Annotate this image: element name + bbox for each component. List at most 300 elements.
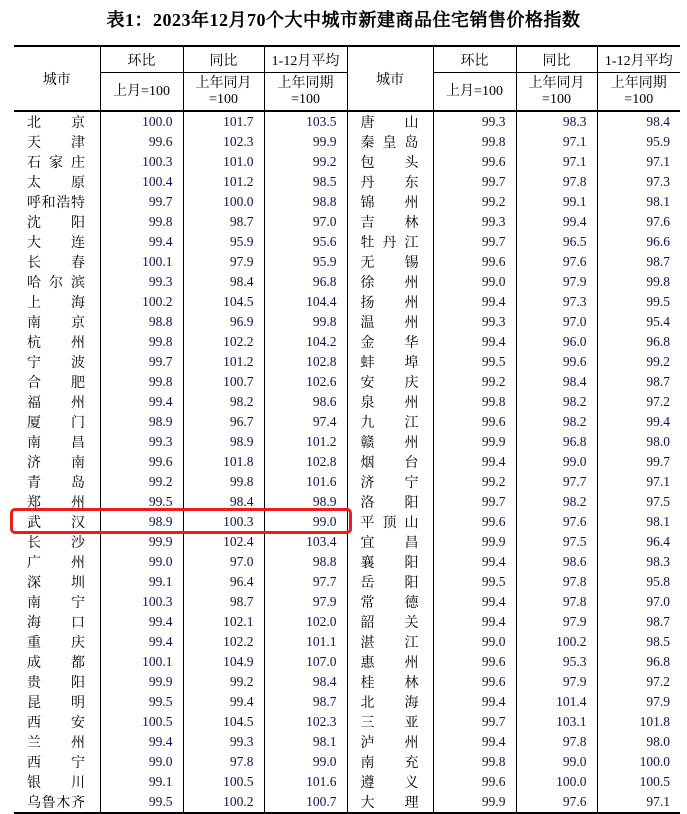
avg-value-right: 97.1 <box>597 152 680 172</box>
mom-value-right: 99.8 <box>433 392 516 412</box>
city-name: 深圳 <box>27 576 85 591</box>
mom-value-right: 99.4 <box>433 692 516 712</box>
city-cell-right <box>347 392 433 412</box>
city-name: 包头 <box>360 156 419 171</box>
city-name: 九江 <box>360 416 419 431</box>
table-row <box>14 111 680 132</box>
yoy-value-right: 100.2 <box>516 632 597 652</box>
yoy-value-left: 97.8 <box>183 752 264 772</box>
avg-value-right: 97.1 <box>597 792 680 813</box>
header-yoy-sub-right <box>516 73 597 112</box>
table-row <box>14 732 680 752</box>
avg-value-right: 98.0 <box>597 432 680 452</box>
city-name: 南充 <box>360 756 419 771</box>
yoy-value-right: 99.4 <box>516 212 597 232</box>
city-name: 韶关 <box>360 616 419 631</box>
avg-value-left: 99.2 <box>264 152 347 172</box>
yoy-value-right: 97.6 <box>516 792 597 813</box>
header-avg-sub-line2: =100 <box>624 91 654 107</box>
city-name: 吉林 <box>360 216 419 231</box>
header-avg-sub-line1: 上年同期 <box>277 75 334 91</box>
mom-value-left: 99.8 <box>100 332 183 352</box>
yoy-value-left: 100.2 <box>183 792 264 813</box>
yoy-value-right: 96.0 <box>516 332 597 352</box>
mom-value-right: 99.6 <box>433 412 516 432</box>
mom-value-left: 99.9 <box>100 532 183 552</box>
table-row <box>14 132 680 152</box>
table-row <box>14 692 680 712</box>
city-name: 丹东 <box>360 176 419 191</box>
city-cell-right <box>347 552 433 572</box>
yoy-value-left: 96.7 <box>183 412 264 432</box>
header-yoy-sub-line2: =100 <box>209 91 238 107</box>
mom-value-left: 100.1 <box>100 652 183 672</box>
city-cell-left <box>14 692 100 712</box>
yoy-value-left: 96.9 <box>183 312 264 332</box>
mom-value-right: 99.2 <box>433 472 516 492</box>
avg-value-right: 98.1 <box>597 192 680 212</box>
avg-value-left: 98.1 <box>264 732 347 752</box>
city-cell-right <box>347 612 433 632</box>
city-name: 徐州 <box>360 276 419 291</box>
city-name: 郑州 <box>27 496 85 511</box>
mom-value-left: 99.5 <box>100 492 183 512</box>
city-name: 三亚 <box>360 716 419 731</box>
yoy-value-left: 102.4 <box>183 532 264 552</box>
city-cell-right <box>347 292 433 312</box>
mom-value-left: 99.8 <box>100 212 183 232</box>
city-cell-left <box>14 472 100 492</box>
city-name: 宁波 <box>27 356 85 371</box>
city-cell-right <box>347 492 433 512</box>
city-cell-right <box>347 132 433 152</box>
avg-value-right: 98.1 <box>597 512 680 532</box>
avg-value-left: 102.8 <box>264 352 347 372</box>
avg-value-right: 98.7 <box>597 372 680 392</box>
city-cell-left <box>14 652 100 672</box>
yoy-value-right: 97.1 <box>516 132 597 152</box>
avg-value-left: 99.8 <box>264 312 347 332</box>
table-row <box>14 572 680 592</box>
avg-value-right: 98.0 <box>597 732 680 752</box>
table-row <box>14 672 680 692</box>
yoy-value-left: 98.7 <box>183 212 264 232</box>
table-row <box>14 652 680 672</box>
avg-value-left: 95.6 <box>264 232 347 252</box>
yoy-value-left: 102.3 <box>183 132 264 152</box>
avg-value-right: 98.5 <box>597 632 680 652</box>
yoy-value-left: 101.2 <box>183 172 264 192</box>
mom-value-right: 99.7 <box>433 492 516 512</box>
yoy-value-right: 97.9 <box>516 272 597 292</box>
city-name: 乌鲁木齐 <box>27 796 85 811</box>
city-cell-left <box>14 372 100 392</box>
city-cell-right <box>347 472 433 492</box>
yoy-value-left: 101.0 <box>183 152 264 172</box>
table-row <box>14 332 680 352</box>
avg-value-left: 98.9 <box>264 492 347 512</box>
city-name: 贵阳 <box>27 676 85 691</box>
yoy-value-left: 98.4 <box>183 272 264 292</box>
mom-value-left: 99.8 <box>100 372 183 392</box>
city-name: 惠州 <box>360 656 419 671</box>
city-cell-right <box>347 732 433 752</box>
table-row <box>14 292 680 312</box>
city-name: 洛阳 <box>360 496 419 511</box>
table-row <box>14 512 680 532</box>
header-yoy-sub-left <box>183 73 264 112</box>
yoy-value-right: 97.5 <box>516 532 597 552</box>
city-cell-right <box>347 692 433 712</box>
mom-value-left: 99.9 <box>100 672 183 692</box>
city-name: 广州 <box>27 556 85 571</box>
yoy-value-right: 97.9 <box>516 612 597 632</box>
city-cell-right <box>347 672 433 692</box>
mom-value-right: 99.3 <box>433 212 516 232</box>
city-cell-left <box>14 572 100 592</box>
avg-value-right: 97.2 <box>597 392 680 412</box>
city-cell-right <box>347 352 433 372</box>
mom-value-right: 99.7 <box>433 172 516 192</box>
mom-value-left: 99.1 <box>100 572 183 592</box>
header-yoy-sub-line1: 上年同月 <box>195 75 252 91</box>
city-cell-right <box>347 752 433 772</box>
yoy-value-right: 97.7 <box>516 472 597 492</box>
city-cell-left <box>14 332 100 352</box>
city-cell-right <box>347 172 433 192</box>
header-avg-right: 1-12月平均 <box>597 46 680 73</box>
table-row <box>14 612 680 632</box>
avg-value-right: 96.4 <box>597 532 680 552</box>
avg-value-right: 96.8 <box>597 332 680 352</box>
avg-value-left: 98.7 <box>264 692 347 712</box>
avg-value-right: 99.5 <box>597 292 680 312</box>
table-title: 表1：2023年12月70个大中城市新建商品住宅销售价格指数 <box>106 10 581 30</box>
city-name: 岳阳 <box>360 576 419 591</box>
avg-value-right: 98.7 <box>597 612 680 632</box>
mom-value-right: 99.0 <box>433 632 516 652</box>
table-header <box>14 46 680 111</box>
city-cell-right <box>347 272 433 292</box>
city-name: 唐山 <box>360 116 419 131</box>
mom-value-right: 99.3 <box>433 312 516 332</box>
city-name: 秦皇岛 <box>360 136 419 151</box>
city-name: 桂林 <box>360 676 419 691</box>
mom-value-left: 99.5 <box>100 692 183 712</box>
mom-value-left: 100.3 <box>100 152 183 172</box>
yoy-value-left: 99.3 <box>183 732 264 752</box>
yoy-value-right: 97.6 <box>516 252 597 272</box>
yoy-value-left: 100.0 <box>183 192 264 212</box>
avg-value-left: 101.2 <box>264 432 347 452</box>
table-wrapper <box>14 45 672 814</box>
yoy-value-left: 100.3 <box>183 512 264 532</box>
city-name: 湛江 <box>360 636 419 651</box>
city-cell-right <box>347 152 433 172</box>
mom-value-left: 100.1 <box>100 252 183 272</box>
mom-value-left: 99.6 <box>100 452 183 472</box>
city-name: 常德 <box>360 596 419 611</box>
city-cell-left <box>14 592 100 612</box>
mom-value-left: 99.4 <box>100 632 183 652</box>
yoy-value-right: 96.8 <box>516 432 597 452</box>
yoy-value-left: 97.9 <box>183 252 264 272</box>
avg-value-left: 98.8 <box>264 552 347 572</box>
table-row <box>14 492 680 512</box>
avg-value-left: 101.6 <box>264 472 347 492</box>
mom-value-left: 99.4 <box>100 612 183 632</box>
avg-value-right: 98.3 <box>597 552 680 572</box>
table-row <box>14 632 680 652</box>
avg-value-right: 98.4 <box>597 111 680 132</box>
city-cell-left <box>14 532 100 552</box>
city-name: 福州 <box>27 396 85 411</box>
mom-value-left: 99.3 <box>100 432 183 452</box>
yoy-value-left: 104.9 <box>183 652 264 672</box>
city-cell-right <box>347 452 433 472</box>
header-avg-sub-left <box>264 73 347 112</box>
mom-value-left: 100.4 <box>100 172 183 192</box>
city-cell-right <box>347 652 433 672</box>
city-name: 平顶山 <box>360 516 419 531</box>
avg-value-left: 99.0 <box>264 752 347 772</box>
mom-value-left: 99.6 <box>100 132 183 152</box>
mom-value-right: 99.2 <box>433 372 516 392</box>
city-name: 泉州 <box>360 396 419 411</box>
avg-value-left: 103.5 <box>264 111 347 132</box>
avg-value-right: 99.8 <box>597 272 680 292</box>
avg-value-left: 95.9 <box>264 252 347 272</box>
header-avg-left: 1-12月平均 <box>264 46 347 73</box>
city-name: 烟台 <box>360 456 419 471</box>
city-name: 上海 <box>27 296 85 311</box>
avg-value-right: 99.4 <box>597 412 680 432</box>
yoy-value-left: 97.0 <box>183 552 264 572</box>
table-row <box>14 172 680 192</box>
city-name: 海口 <box>27 616 85 631</box>
city-name: 成都 <box>27 656 85 671</box>
header-avg-sub-line2: =100 <box>291 91 320 107</box>
city-cell-left <box>14 712 100 732</box>
city-cell-left <box>14 352 100 372</box>
city-name: 安庆 <box>360 376 419 391</box>
mom-value-right: 99.6 <box>433 772 516 792</box>
avg-value-right: 97.5 <box>597 492 680 512</box>
city-name: 银川 <box>27 776 85 791</box>
mom-value-left: 99.2 <box>100 472 183 492</box>
city-cell-right <box>347 312 433 332</box>
avg-value-right: 97.3 <box>597 172 680 192</box>
city-name: 无锡 <box>360 256 419 271</box>
mom-value-right: 99.3 <box>433 111 516 132</box>
city-name: 泸州 <box>360 736 419 751</box>
avg-value-left: 104.4 <box>264 292 347 312</box>
header-yoy-right: 同比 <box>516 46 597 73</box>
table-row <box>14 752 680 772</box>
avg-value-left: 99.0 <box>264 512 347 532</box>
avg-value-right: 100.0 <box>597 752 680 772</box>
yoy-value-right: 96.5 <box>516 232 597 252</box>
price-index-table <box>14 45 680 814</box>
yoy-value-right: 97.9 <box>516 672 597 692</box>
yoy-value-left: 102.2 <box>183 632 264 652</box>
yoy-value-left: 98.7 <box>183 592 264 612</box>
table-row <box>14 412 680 432</box>
yoy-value-left: 101.7 <box>183 111 264 132</box>
yoy-value-right: 99.0 <box>516 452 597 472</box>
city-cell-left <box>14 772 100 792</box>
avg-value-left: 101.1 <box>264 632 347 652</box>
city-name: 锦州 <box>360 196 419 211</box>
city-cell-left <box>14 212 100 232</box>
city-name: 太原 <box>27 176 85 191</box>
mom-value-right: 99.6 <box>433 672 516 692</box>
yoy-value-left: 98.9 <box>183 432 264 452</box>
yoy-value-right: 100.0 <box>516 772 597 792</box>
yoy-value-left: 99.4 <box>183 692 264 712</box>
mom-value-left: 98.9 <box>100 412 183 432</box>
city-name: 遵义 <box>360 776 419 791</box>
table-row <box>14 232 680 252</box>
avg-value-left: 101.6 <box>264 772 347 792</box>
avg-value-left: 98.6 <box>264 392 347 412</box>
city-name: 长沙 <box>27 536 85 551</box>
avg-value-right: 97.6 <box>597 212 680 232</box>
city-name: 厦门 <box>27 416 85 431</box>
yoy-value-right: 99.0 <box>516 752 597 772</box>
city-name: 宜昌 <box>360 536 419 551</box>
city-name: 北海 <box>360 696 419 711</box>
mom-value-right: 99.4 <box>433 592 516 612</box>
yoy-value-right: 101.4 <box>516 692 597 712</box>
mom-value-left: 99.0 <box>100 752 183 772</box>
mom-value-left: 99.4 <box>100 732 183 752</box>
city-name: 沈阳 <box>27 216 85 231</box>
yoy-value-right: 97.1 <box>516 152 597 172</box>
city-name: 西宁 <box>27 756 85 771</box>
yoy-value-right: 98.2 <box>516 412 597 432</box>
yoy-value-right: 103.1 <box>516 712 597 732</box>
city-cell-right <box>347 372 433 392</box>
city-cell-left <box>14 172 100 192</box>
mom-value-right: 99.9 <box>433 432 516 452</box>
city-cell-right <box>347 232 433 252</box>
header-mom-left: 环比 <box>100 46 183 73</box>
avg-value-left: 102.6 <box>264 372 347 392</box>
city-cell-left <box>14 192 100 212</box>
avg-value-left: 98.4 <box>264 672 347 692</box>
city-cell-left <box>14 292 100 312</box>
mom-value-right: 99.4 <box>433 612 516 632</box>
yoy-value-left: 101.8 <box>183 452 264 472</box>
city-name: 武汉 <box>27 516 85 531</box>
mom-value-left: 99.7 <box>100 192 183 212</box>
city-name: 扬州 <box>360 296 419 311</box>
city-name: 南京 <box>27 316 85 331</box>
mom-value-left: 99.7 <box>100 352 183 372</box>
city-name: 西安 <box>27 716 85 731</box>
city-cell-left <box>14 612 100 632</box>
avg-value-left: 102.8 <box>264 452 347 472</box>
city-name: 大理 <box>360 796 419 811</box>
city-name: 哈尔滨 <box>27 276 85 291</box>
avg-value-left: 103.4 <box>264 532 347 552</box>
city-cell-left <box>14 732 100 752</box>
city-cell-right <box>347 252 433 272</box>
city-cell-left <box>14 392 100 412</box>
city-cell-right <box>347 532 433 552</box>
mom-value-right: 99.6 <box>433 252 516 272</box>
city-cell-right <box>347 592 433 612</box>
city-name: 温州 <box>360 316 419 331</box>
yoy-value-left: 102.2 <box>183 332 264 352</box>
city-cell-left <box>14 412 100 432</box>
mom-value-left: 100.5 <box>100 712 183 732</box>
avg-value-right: 100.5 <box>597 772 680 792</box>
city-name: 长春 <box>27 256 85 271</box>
mom-value-right: 99.4 <box>433 292 516 312</box>
yoy-value-right: 97.6 <box>516 512 597 532</box>
table-row <box>14 592 680 612</box>
city-cell-left <box>14 752 100 772</box>
city-name: 重庆 <box>27 636 85 651</box>
table-row <box>14 712 680 732</box>
header-avg-sub-right <box>597 73 680 112</box>
city-name: 襄阳 <box>360 556 419 571</box>
yoy-value-left: 99.8 <box>183 472 264 492</box>
city-name: 兰州 <box>27 736 85 751</box>
city-name: 石家庄 <box>27 156 85 171</box>
table-row <box>14 772 680 792</box>
table-row <box>14 152 680 172</box>
table-row <box>14 532 680 552</box>
table-row <box>14 272 680 292</box>
mom-value-right: 99.4 <box>433 332 516 352</box>
mom-value-right: 99.7 <box>433 232 516 252</box>
yoy-value-right: 97.8 <box>516 172 597 192</box>
avg-value-left: 98.5 <box>264 172 347 192</box>
yoy-value-left: 104.5 <box>183 292 264 312</box>
city-name: 青岛 <box>27 476 85 491</box>
city-cell-right <box>347 632 433 652</box>
city-name: 呼和浩特 <box>27 196 85 211</box>
yoy-value-left: 100.7 <box>183 372 264 392</box>
table-row <box>14 552 680 572</box>
city-cell-left <box>14 152 100 172</box>
mom-value-left: 99.4 <box>100 232 183 252</box>
mom-value-right: 99.6 <box>433 652 516 672</box>
mom-value-left: 99.1 <box>100 772 183 792</box>
yoy-value-left: 99.2 <box>183 672 264 692</box>
city-name: 济南 <box>27 456 85 471</box>
city-cell-left <box>14 272 100 292</box>
city-cell-left <box>14 132 100 152</box>
city-name: 昆明 <box>27 696 85 711</box>
city-cell-right <box>347 192 433 212</box>
avg-value-left: 100.7 <box>264 792 347 813</box>
yoy-value-right: 97.8 <box>516 732 597 752</box>
mom-value-right: 99.0 <box>433 272 516 292</box>
avg-value-left: 97.9 <box>264 592 347 612</box>
header-mom-sub-right: 上月=100 <box>433 73 516 112</box>
avg-value-right: 97.9 <box>597 692 680 712</box>
city-cell-left <box>14 552 100 572</box>
city-cell-right <box>347 712 433 732</box>
city-name: 杭州 <box>27 336 85 351</box>
table-row <box>14 392 680 412</box>
city-name: 合肥 <box>27 376 85 391</box>
avg-value-right: 101.8 <box>597 712 680 732</box>
